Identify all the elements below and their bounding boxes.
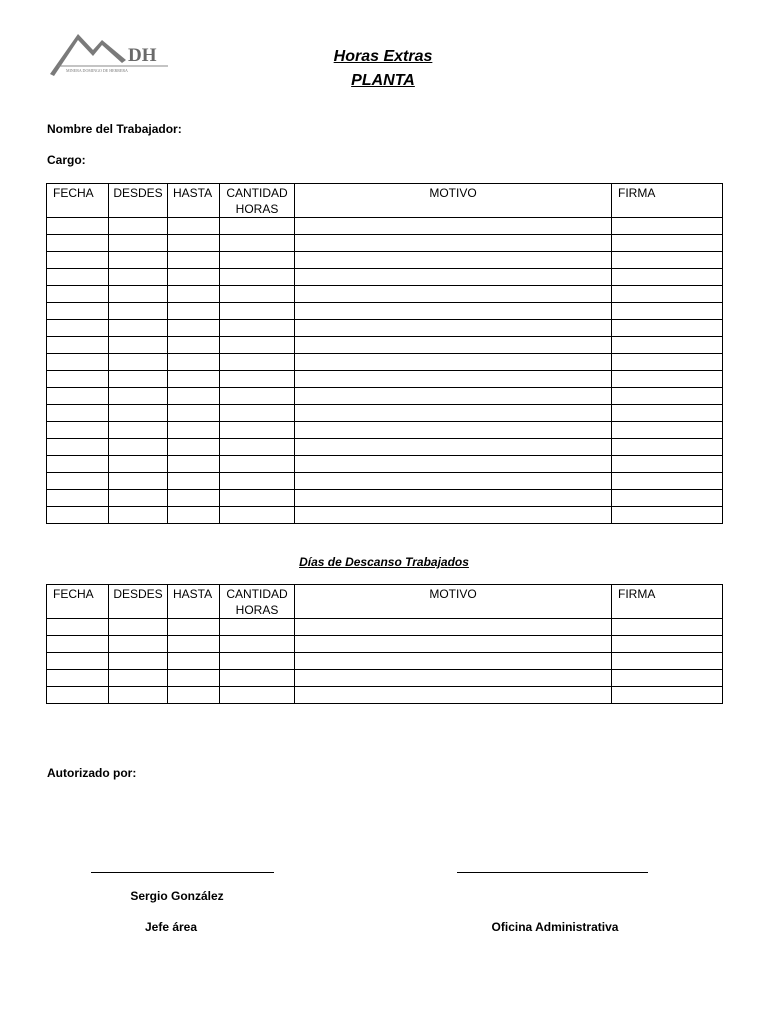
table-cell[interactable] — [109, 405, 168, 422]
table-cell[interactable] — [109, 507, 168, 524]
table-cell[interactable] — [109, 388, 168, 405]
table-cell[interactable] — [109, 320, 168, 337]
table-cell[interactable] — [47, 371, 109, 388]
table-cell[interactable] — [220, 473, 295, 490]
table-cell[interactable] — [168, 371, 220, 388]
table-cell[interactable] — [47, 337, 109, 354]
table-cell[interactable] — [295, 218, 612, 235]
table-cell[interactable] — [47, 269, 109, 286]
table-row — [47, 439, 723, 456]
table-cell[interactable] — [220, 670, 295, 687]
table-cell[interactable] — [168, 422, 220, 439]
table-cell[interactable] — [612, 439, 723, 456]
table-cell[interactable] — [168, 653, 220, 670]
table-cell[interactable] — [295, 354, 612, 371]
table-cell[interactable] — [47, 653, 109, 670]
table-row — [47, 269, 723, 286]
table-cell[interactable] — [47, 473, 109, 490]
cargo-label: Cargo: — [47, 153, 86, 167]
table-cell[interactable] — [168, 670, 220, 687]
table-cell[interactable] — [168, 619, 220, 636]
table-cell[interactable] — [47, 490, 109, 507]
table-cell[interactable] — [109, 303, 168, 320]
table-cell[interactable] — [47, 687, 109, 704]
table-cell[interactable] — [47, 354, 109, 371]
table-cell[interactable] — [220, 235, 295, 252]
table-cell[interactable] — [168, 456, 220, 473]
overtime-table — [46, 183, 723, 524]
table-cell[interactable] — [612, 619, 723, 636]
table-cell[interactable] — [47, 252, 109, 269]
table-cell[interactable] — [612, 235, 723, 252]
table-cell[interactable] — [47, 619, 109, 636]
table-cell[interactable] — [47, 388, 109, 405]
table-cell[interactable] — [220, 439, 295, 456]
table-cell[interactable] — [109, 653, 168, 670]
table-cell[interactable] — [295, 269, 612, 286]
table-cell[interactable] — [220, 619, 295, 636]
table-header-row — [47, 184, 723, 218]
table-cell[interactable] — [47, 456, 109, 473]
table-cell[interactable] — [109, 490, 168, 507]
signer-role-right: Oficina Administrativa — [491, 920, 619, 934]
col-motivo: MOTIVO — [295, 184, 612, 218]
col-motivo: MOTIVO — [295, 585, 612, 619]
table-row — [47, 337, 723, 354]
table-cell[interactable] — [295, 687, 612, 704]
table-cell[interactable] — [220, 320, 295, 337]
table-cell[interactable] — [47, 405, 109, 422]
table-cell[interactable] — [295, 422, 612, 439]
table-cell[interactable] — [168, 320, 220, 337]
table-row — [47, 303, 723, 320]
logo-tagline: MINERA DOMINGO DE HERRERA — [66, 68, 128, 73]
table-row — [47, 473, 723, 490]
table-row — [47, 456, 723, 473]
col-cantidad-horas: CANTIDAD HORAS — [220, 585, 295, 619]
table-cell[interactable] — [168, 337, 220, 354]
table-cell[interactable] — [612, 320, 723, 337]
col-desdes: DESDES — [109, 184, 168, 218]
table-cell[interactable] — [612, 371, 723, 388]
col-firma: FIRMA — [612, 184, 723, 218]
table-header-row — [47, 585, 723, 619]
table-cell[interactable] — [47, 670, 109, 687]
table-row — [47, 388, 723, 405]
col-hasta: HASTA — [168, 184, 220, 218]
table-cell[interactable] — [612, 337, 723, 354]
table-cell[interactable] — [295, 456, 612, 473]
table-cell[interactable] — [295, 252, 612, 269]
table-cell[interactable] — [295, 636, 612, 653]
table-cell[interactable] — [612, 507, 723, 524]
signature-line-right — [457, 862, 648, 873]
table-cell[interactable] — [47, 303, 109, 320]
table-cell[interactable] — [220, 687, 295, 704]
table-row — [47, 422, 723, 439]
table-cell[interactable] — [168, 687, 220, 704]
table-cell[interactable] — [295, 439, 612, 456]
table-cell[interactable] — [612, 490, 723, 507]
table-row — [47, 252, 723, 269]
table-cell[interactable] — [295, 371, 612, 388]
table-cell[interactable] — [295, 337, 612, 354]
col-hasta: HASTA — [168, 585, 220, 619]
table-cell[interactable] — [168, 439, 220, 456]
table-cell[interactable] — [612, 422, 723, 439]
table-cell[interactable] — [47, 439, 109, 456]
table-cell[interactable] — [612, 687, 723, 704]
col-fecha: FECHA — [47, 585, 109, 619]
table-cell[interactable] — [168, 286, 220, 303]
table-row — [47, 687, 723, 704]
table-cell[interactable] — [168, 354, 220, 371]
table-cell[interactable] — [220, 269, 295, 286]
table-cell[interactable] — [220, 354, 295, 371]
table-cell[interactable] — [612, 473, 723, 490]
table-row — [47, 653, 723, 670]
table-row — [47, 490, 723, 507]
col-firma: FIRMA — [612, 585, 723, 619]
table-cell[interactable] — [47, 235, 109, 252]
table-cell[interactable] — [109, 218, 168, 235]
table-cell[interactable] — [47, 286, 109, 303]
table-cell[interactable] — [220, 303, 295, 320]
table-cell[interactable] — [109, 235, 168, 252]
table-row — [47, 636, 723, 653]
table-cell[interactable] — [47, 636, 109, 653]
table-cell[interactable] — [109, 337, 168, 354]
table-cell[interactable] — [612, 653, 723, 670]
table-cell[interactable] — [612, 218, 723, 235]
table-cell[interactable] — [47, 507, 109, 524]
table-row — [47, 405, 723, 422]
rest-days-title: Días de Descanso Trabajados — [299, 555, 469, 569]
table-cell[interactable] — [220, 388, 295, 405]
table-cell[interactable] — [168, 405, 220, 422]
table-row — [47, 286, 723, 303]
table-cell[interactable] — [47, 218, 109, 235]
col-desdes: DESDES — [109, 585, 168, 619]
document-title — [283, 45, 483, 93]
table-cell[interactable] — [295, 405, 612, 422]
table-cell[interactable] — [220, 653, 295, 670]
table-cell[interactable] — [295, 388, 612, 405]
table-cell[interactable] — [109, 422, 168, 439]
table-cell[interactable] — [295, 670, 612, 687]
table-cell[interactable] — [109, 252, 168, 269]
table-cell[interactable] — [109, 473, 168, 490]
table-cell[interactable] — [612, 269, 723, 286]
worker-name-label: Nombre del Trabajador: — [47, 122, 182, 136]
title-line-2: PLANTA — [351, 72, 415, 89]
table-cell[interactable] — [295, 320, 612, 337]
table-cell[interactable] — [295, 490, 612, 507]
table-cell[interactable] — [220, 218, 295, 235]
table-cell[interactable] — [109, 269, 168, 286]
table-cell[interactable] — [220, 337, 295, 354]
table-cell[interactable] — [612, 670, 723, 687]
table-cell[interactable] — [168, 388, 220, 405]
table-cell[interactable] — [109, 687, 168, 704]
table-row — [47, 218, 723, 235]
table-cell[interactable] — [109, 286, 168, 303]
table-cell[interactable] — [220, 252, 295, 269]
logo-text: DH — [128, 45, 157, 66]
table-cell[interactable] — [295, 286, 612, 303]
table-cell[interactable] — [220, 490, 295, 507]
table-row — [47, 507, 723, 524]
table-cell[interactable] — [109, 636, 168, 653]
table-cell[interactable] — [168, 303, 220, 320]
table-cell[interactable] — [168, 636, 220, 653]
table-row — [47, 371, 723, 388]
table-cell[interactable] — [612, 388, 723, 405]
table-cell[interactable] — [220, 422, 295, 439]
table-cell[interactable] — [47, 422, 109, 439]
signature-line-left — [91, 862, 274, 873]
table-cell[interactable] — [612, 636, 723, 653]
table-cell[interactable] — [109, 439, 168, 456]
table-cell[interactable] — [220, 456, 295, 473]
table-cell[interactable] — [109, 619, 168, 636]
table-cell[interactable] — [295, 473, 612, 490]
table-cell[interactable] — [612, 405, 723, 422]
table-cell[interactable] — [168, 218, 220, 235]
signer-name: Sergio González — [130, 889, 224, 903]
table-cell[interactable] — [295, 303, 612, 320]
table-cell[interactable] — [109, 670, 168, 687]
table-cell[interactable] — [612, 354, 723, 371]
title-line-1: Horas Extras — [333, 48, 433, 65]
table-cell[interactable] — [168, 507, 220, 524]
rest-days-table — [46, 584, 723, 704]
table-cell[interactable] — [220, 507, 295, 524]
authorized-by-label: Autorizado por: — [47, 766, 137, 780]
table-cell[interactable] — [295, 619, 612, 636]
table-cell[interactable] — [168, 252, 220, 269]
signer-role-left: Jefe área — [144, 920, 198, 934]
table-cell[interactable] — [295, 653, 612, 670]
table-cell[interactable] — [295, 507, 612, 524]
table-row — [47, 619, 723, 636]
table-cell[interactable] — [168, 269, 220, 286]
table-cell[interactable] — [612, 252, 723, 269]
table-cell[interactable] — [109, 456, 168, 473]
table-cell[interactable] — [220, 405, 295, 422]
table-cell[interactable] — [612, 303, 723, 320]
table-row — [47, 235, 723, 252]
table-row — [47, 320, 723, 337]
table-cell[interactable] — [220, 371, 295, 388]
table-cell[interactable] — [220, 286, 295, 303]
table-cell[interactable] — [168, 473, 220, 490]
table-cell[interactable] — [612, 286, 723, 303]
table-cell[interactable] — [612, 456, 723, 473]
table-cell[interactable] — [109, 354, 168, 371]
table-row — [47, 354, 723, 371]
company-logo — [48, 26, 173, 81]
table-cell[interactable] — [47, 320, 109, 337]
table-row — [47, 670, 723, 687]
table-cell[interactable] — [168, 235, 220, 252]
table-cell[interactable] — [220, 636, 295, 653]
col-cantidad-horas: CANTIDAD HORAS — [220, 184, 295, 218]
table-cell[interactable] — [295, 235, 612, 252]
table-cell[interactable] — [109, 371, 168, 388]
col-fecha: FECHA — [47, 184, 109, 218]
table-cell[interactable] — [168, 490, 220, 507]
